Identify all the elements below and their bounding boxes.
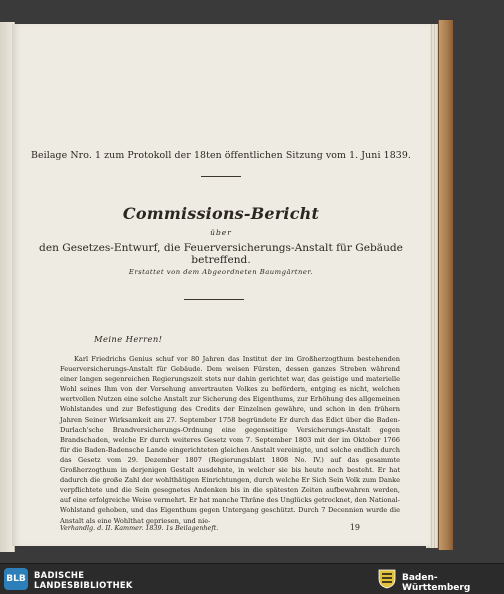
beilage-line: Beilage Nro. 1 zum Protokoll der 18ten öffentlichen Sitzung vom 1. Juni 1839. <box>31 150 411 161</box>
blb-logo-icon[interactable]: BLB <box>4 568 28 590</box>
library-name-line2: LANDESBIBLIOTHEK <box>34 580 133 590</box>
page-footer <box>60 524 400 532</box>
divider-rule <box>184 299 244 300</box>
body-paragraph: Karl Friedrichs Genius schuf vor 80 Jahren das Institut der im Großherzogthum bestehenden Feuerversicherungs-Anstalt für Gebäude. Dem weisen Fürsten, dessen ganzes Streben während einer langen segenreichen Regierungszeit stets nur dahin gerichtet war, das geistige und materielle Wohl seines Ihm von der Vorsehung anvertrauten Volkes zu befördern, entging es nicht, welchen wertvollen Nutzen eine solche Anstalt zur Sicherung des Eigenthums, zur Erhöhung des allgemeinen Wohlstandes und zur Befestigung des Credits der Einzelnen gewähre, und schon in den frühern Jahren Seiner Wirksamkeit am 27. September 1758 begründete Er durch das Edict über die Baden-Durlach'sche Brandversicherungs-Ordnung eine gegenseitige Versicherungs-Anstalt gegen Brandschaden, welche Er durch weiteres Gesetz vom 7. September 1803 mit der im Oktober 1766 für die Baden-Badensche Lande eingerichteten gleichen Anstalt vereinigte, und solche endlich durch das Gesetz vom 29. Dezember 1807 (Regierungsblatt 1808 No. IV.) auf das gesammte Großherzogthum in derjenigen Gestalt ausdehnte, in welcher sie bis heute noch besteht. Er hat dadurch die große Zahl der wohlthätigen Einrichtungen, durch welche Er Sich Sein Volk zum Danke verpflichtete und die Sein gesegnetes Andenken bis in die spätesten Zeiten aufbewahren werden, auf eine erfolgreiche Weise vermehrt. Er hat manche Thräne des Unglücks getrocknet, den National-Wohlstand gehoben, und das Eigenthum gegen Untergang geschützt. Durch 7 Decennien wurde die Anstalt als eine Wohlthat gepriesen, und nie- <box>60 355 400 525</box>
body-text <box>60 354 400 526</box>
document-subject: den Gesetzes-Entwurf, die Feuerversicherungs-Anstalt für Gebäude betreffend. <box>39 242 403 266</box>
library-name-line1: BADISCHE <box>34 570 85 580</box>
author-line: Erstattet von dem Abgeordneten Baumgärtner. <box>128 268 314 276</box>
page-number: 19 <box>349 523 360 532</box>
greeting: Meine Herren! <box>94 334 163 344</box>
document-title: Commissions-Bericht <box>122 204 320 223</box>
library-banner <box>0 563 504 594</box>
state-coat-of-arms-icon <box>378 569 396 589</box>
state-name[interactable]: Baden-Württemberg <box>402 573 471 593</box>
document-page <box>12 24 430 546</box>
book-cover-edge <box>438 20 453 550</box>
footer-citation: Verhandlg. d. II. Kammer. 1839. 1s Beilagenheft. <box>60 524 219 532</box>
library-name[interactable] <box>34 570 133 590</box>
divider-rule <box>201 176 241 177</box>
ueber-word: über <box>210 228 232 237</box>
